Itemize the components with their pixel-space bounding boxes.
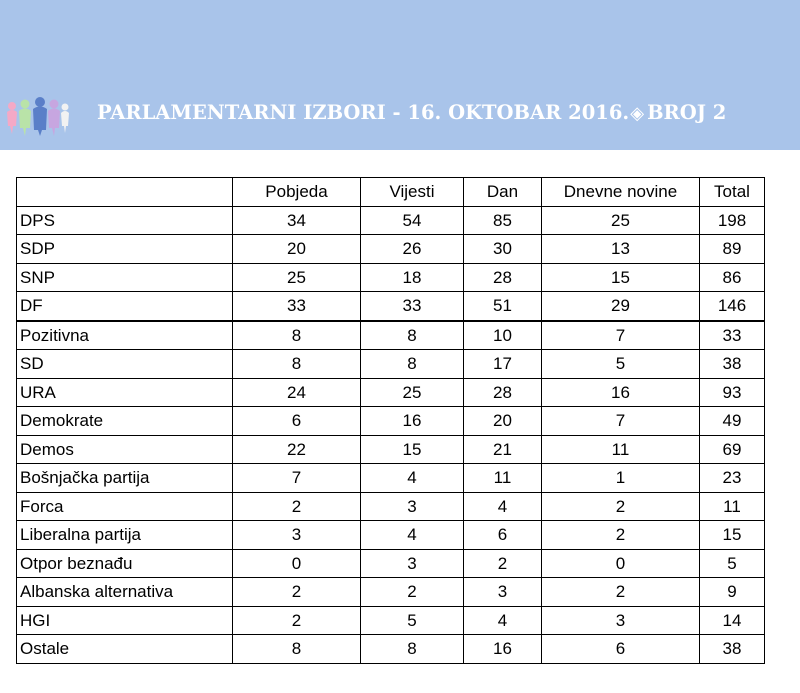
table-row <box>17 578 765 607</box>
vijesti-value: 2 <box>361 578 464 607</box>
pobjeda-value: 8 <box>233 350 361 379</box>
total-value: 146 <box>700 292 765 321</box>
pobjeda-value: 8 <box>233 321 361 350</box>
party-name: Otpor beznađu <box>17 549 233 578</box>
dan-value: 6 <box>464 521 542 550</box>
header-total: Total <box>700 178 765 207</box>
dan-value: 2 <box>464 549 542 578</box>
table-row <box>17 435 765 464</box>
header-vijesti: Vijesti <box>361 178 464 207</box>
header-banner <box>0 0 800 150</box>
table-row <box>17 206 765 235</box>
pobjeda-value: 33 <box>233 292 361 321</box>
dan-value: 4 <box>464 492 542 521</box>
dnevne-novine-value: 3 <box>542 606 700 635</box>
dnevne-novine-value: 0 <box>542 549 700 578</box>
total-value: 38 <box>700 635 765 664</box>
dan-value: 28 <box>464 378 542 407</box>
total-value: 38 <box>700 350 765 379</box>
table-row <box>17 464 765 493</box>
vijesti-value: 8 <box>361 321 464 350</box>
results-table <box>16 177 765 664</box>
vijesti-value: 3 <box>361 549 464 578</box>
dan-value: 21 <box>464 435 542 464</box>
pobjeda-value: 20 <box>233 235 361 264</box>
pobjeda-value: 34 <box>233 206 361 235</box>
total-value: 89 <box>700 235 765 264</box>
party-name: DF <box>17 292 233 321</box>
party-name: Ostale <box>17 635 233 664</box>
results-table-container <box>16 177 765 664</box>
table-row <box>17 321 765 350</box>
total-value: 5 <box>700 549 765 578</box>
party-name: Liberalna partija <box>17 521 233 550</box>
pobjeda-value: 2 <box>233 492 361 521</box>
total-value: 9 <box>700 578 765 607</box>
dan-value: 17 <box>464 350 542 379</box>
dnevne-novine-value: 2 <box>542 521 700 550</box>
party-name: HGI <box>17 606 233 635</box>
table-row <box>17 263 765 292</box>
pobjeda-value: 0 <box>233 549 361 578</box>
dnevne-novine-value: 11 <box>542 435 700 464</box>
vijesti-value: 16 <box>361 407 464 436</box>
vijesti-value: 8 <box>361 635 464 664</box>
table-row <box>17 549 765 578</box>
table-row <box>17 407 765 436</box>
pobjeda-value: 3 <box>233 521 361 550</box>
vijesti-value: 4 <box>361 521 464 550</box>
dnevne-novine-value: 6 <box>542 635 700 664</box>
dnevne-novine-value: 13 <box>542 235 700 264</box>
banner-title <box>97 101 726 124</box>
pobjeda-value: 8 <box>233 635 361 664</box>
party-name: Demokrate <box>17 407 233 436</box>
table-row <box>17 378 765 407</box>
party-name: Bošnjačka partija <box>17 464 233 493</box>
dnevne-novine-value: 5 <box>542 350 700 379</box>
dnevne-novine-value: 7 <box>542 321 700 350</box>
total-value: 33 <box>700 321 765 350</box>
header-party <box>17 178 233 207</box>
party-name: Forca <box>17 492 233 521</box>
vijesti-value: 3 <box>361 492 464 521</box>
pobjeda-value: 22 <box>233 435 361 464</box>
header-pobjeda: Pobjeda <box>233 178 361 207</box>
pobjeda-value: 25 <box>233 263 361 292</box>
vijesti-value: 8 <box>361 350 464 379</box>
total-value: 49 <box>700 407 765 436</box>
total-value: 23 <box>700 464 765 493</box>
vijesti-value: 5 <box>361 606 464 635</box>
dan-value: 28 <box>464 263 542 292</box>
table-row <box>17 521 765 550</box>
pobjeda-value: 7 <box>233 464 361 493</box>
party-name: Pozitivna <box>17 321 233 350</box>
dnevne-novine-value: 2 <box>542 578 700 607</box>
party-name: SDP <box>17 235 233 264</box>
diamond-icon: ◈ <box>630 103 645 124</box>
dnevne-novine-value: 16 <box>542 378 700 407</box>
pobjeda-value: 6 <box>233 407 361 436</box>
dan-value: 16 <box>464 635 542 664</box>
people-logo-icon <box>4 96 70 136</box>
table-row <box>17 292 765 321</box>
vijesti-value: 54 <box>361 206 464 235</box>
dan-value: 3 <box>464 578 542 607</box>
dan-value: 10 <box>464 321 542 350</box>
party-name: Albanska alternativa <box>17 578 233 607</box>
vijesti-value: 4 <box>361 464 464 493</box>
dan-value: 4 <box>464 606 542 635</box>
total-value: 86 <box>700 263 765 292</box>
table-row <box>17 635 765 664</box>
table-row <box>17 350 765 379</box>
vijesti-value: 15 <box>361 435 464 464</box>
banner-issue-number: BROJ 2 <box>647 101 727 124</box>
banner-title-text: PARLAMENTARNI IZBORI - 16. OKTOBAR 2016. <box>97 101 630 124</box>
party-name: Demos <box>17 435 233 464</box>
party-name: URA <box>17 378 233 407</box>
dan-value: 20 <box>464 407 542 436</box>
total-value: 93 <box>700 378 765 407</box>
header-dan: Dan <box>464 178 542 207</box>
dnevne-novine-value: 2 <box>542 492 700 521</box>
vijesti-value: 26 <box>361 235 464 264</box>
party-name: SD <box>17 350 233 379</box>
dan-value: 30 <box>464 235 542 264</box>
party-name: SNP <box>17 263 233 292</box>
dnevne-novine-value: 29 <box>542 292 700 321</box>
total-value: 69 <box>700 435 765 464</box>
dnevne-novine-value: 1 <box>542 464 700 493</box>
table-row <box>17 235 765 264</box>
party-name: DPS <box>17 206 233 235</box>
table-row <box>17 492 765 521</box>
pobjeda-value: 24 <box>233 378 361 407</box>
dan-value: 51 <box>464 292 542 321</box>
pobjeda-value: 2 <box>233 578 361 607</box>
pobjeda-value: 2 <box>233 606 361 635</box>
dnevne-novine-value: 15 <box>542 263 700 292</box>
header-dnevne-novine: Dnevne novine <box>542 178 700 207</box>
table-row <box>17 606 765 635</box>
dan-value: 11 <box>464 464 542 493</box>
total-value: 198 <box>700 206 765 235</box>
dnevne-novine-value: 25 <box>542 206 700 235</box>
table-header-row <box>17 178 765 207</box>
total-value: 11 <box>700 492 765 521</box>
total-value: 14 <box>700 606 765 635</box>
vijesti-value: 25 <box>361 378 464 407</box>
dan-value: 85 <box>464 206 542 235</box>
total-value: 15 <box>700 521 765 550</box>
vijesti-value: 33 <box>361 292 464 321</box>
vijesti-value: 18 <box>361 263 464 292</box>
dnevne-novine-value: 7 <box>542 407 700 436</box>
